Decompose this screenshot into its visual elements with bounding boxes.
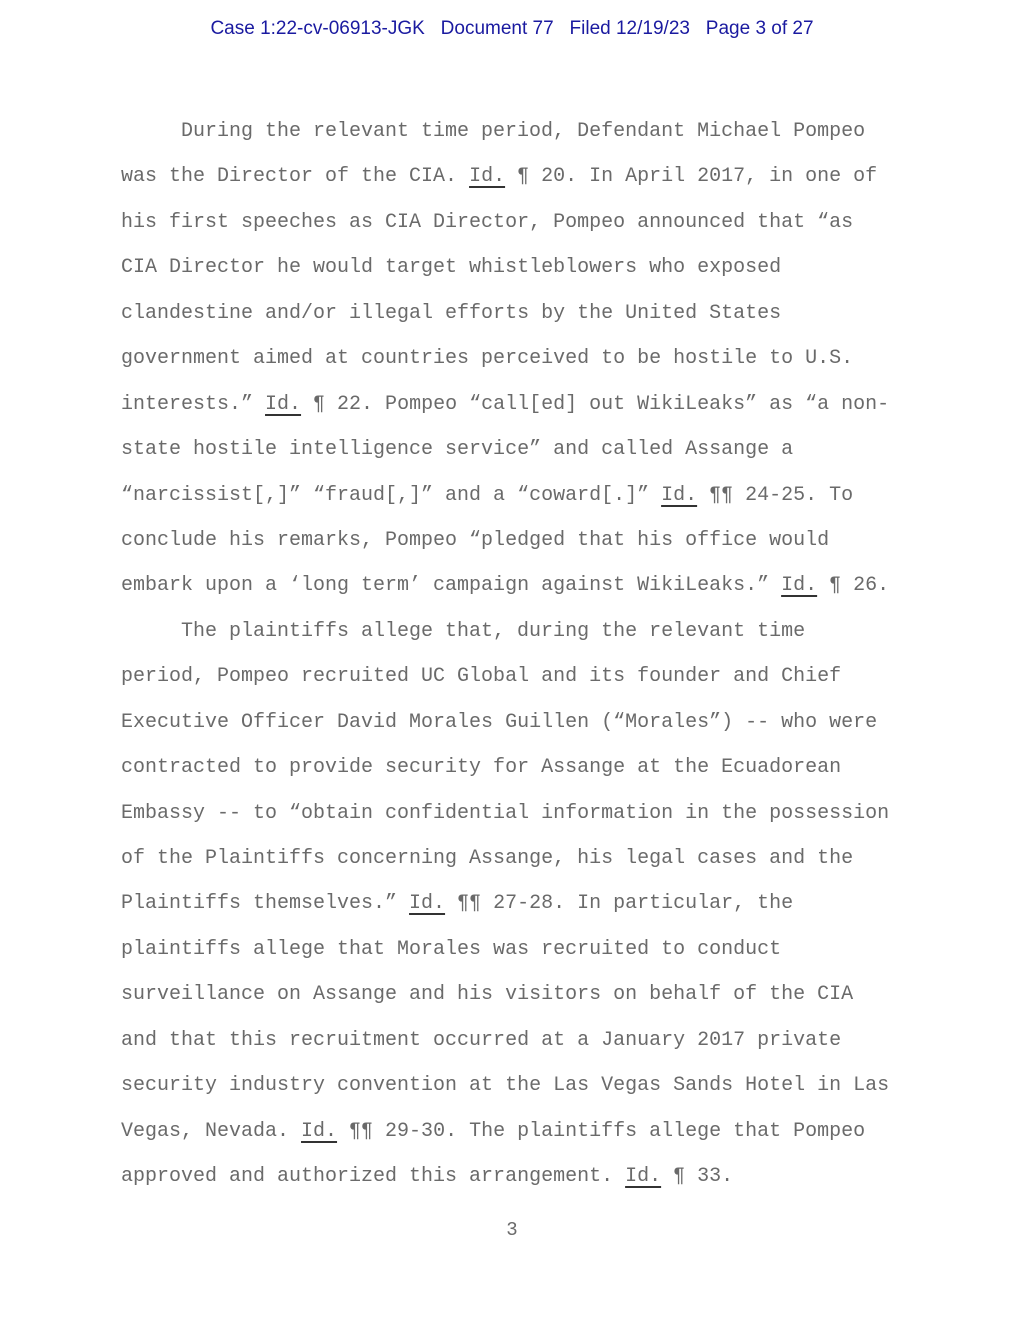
text-segment: plaintiffs allege that Morales was recruited to conduct xyxy=(121,937,782,961)
page-number: 3 xyxy=(506,1219,518,1241)
text-segment: clandestine and/or illegal efforts by the United States xyxy=(121,301,782,325)
text-line xyxy=(121,800,889,845)
text-line xyxy=(121,209,889,254)
text-line xyxy=(121,981,889,1026)
text-segment: ¶ 26. xyxy=(817,574,890,598)
text-segment: and that this recruitment occurred at a January 2017 private xyxy=(121,1028,842,1052)
citation-id: Id. xyxy=(625,1165,662,1189)
document-body xyxy=(121,118,889,1209)
text-segment: CIA Director he would target whistleblowers who exposed xyxy=(121,256,782,280)
text-line xyxy=(121,1027,889,1072)
citation-id: Id. xyxy=(469,165,506,189)
text-line xyxy=(121,890,889,935)
text-line xyxy=(121,163,889,208)
text-line xyxy=(121,663,889,708)
text-segment: period, Pompeo recruited UC Global and its founder and Chief xyxy=(121,665,842,689)
citation-id: Id. xyxy=(781,574,818,598)
text-segment: ¶ 33. xyxy=(661,1165,734,1189)
text-segment: embark upon a ‘long term’ campaign against WikiLeaks.” xyxy=(121,574,782,598)
text-segment: Plaintiffs themselves.” xyxy=(121,892,410,916)
text-line xyxy=(121,1118,889,1163)
text-line xyxy=(121,391,889,436)
citation-id: Id. xyxy=(301,1119,338,1143)
citation-id: Id. xyxy=(409,892,446,916)
text-segment: was the Director of the CIA. xyxy=(121,165,470,189)
paragraph-first-line xyxy=(121,118,889,163)
text-segment: security industry convention at the Las Vegas Sands Hotel in Las xyxy=(121,1074,890,1098)
text-segment: contracted to provide security for Assange at the Ecuadorean xyxy=(121,756,842,780)
citation-id: Id. xyxy=(265,392,302,416)
text-segment: surveillance on Assange and his visitors on behalf of the CIA xyxy=(121,983,854,1007)
text-segment: of the Plaintiffs concerning Assange, his legal cases and the xyxy=(121,847,854,870)
case-number: Case 1:22-cv-06913-JGK xyxy=(210,18,425,39)
document-number: Document 77 xyxy=(440,18,554,39)
text-segment: ¶¶ 27-28. In particular, the xyxy=(445,892,794,916)
text-line xyxy=(121,527,889,572)
text-line xyxy=(121,936,889,981)
text-segment: Embassy -- to “obtain confidential information in the possession xyxy=(121,801,890,825)
text-segment: state hostile intelligence service” and called Assange a xyxy=(121,438,794,462)
text-segment: interests.” xyxy=(121,392,266,416)
text-segment: ¶ 20. In April 2017, in one of xyxy=(505,165,878,189)
text-segment: ¶¶ 29-30. The plaintiffs allege that Pompeo xyxy=(337,1119,866,1143)
text-segment: “narcissist[,]” “fraud[,]” and a “coward[.]” xyxy=(121,483,662,507)
paragraph-first-line xyxy=(121,618,889,663)
text-line xyxy=(121,436,889,481)
text-line xyxy=(121,845,889,890)
text-line xyxy=(121,254,889,299)
filed-date: Filed 12/19/23 xyxy=(569,18,690,39)
citation-id: Id. xyxy=(661,483,698,507)
text-segment: Vegas, Nevada. xyxy=(121,1119,302,1143)
text-segment: approved and authorized this arrangement. xyxy=(121,1165,626,1189)
text-line xyxy=(121,572,889,617)
text-segment: his first speeches as CIA Director, Pompeo announced that “as xyxy=(121,210,854,234)
text-segment: conclude his remarks, Pompeo “pledged that his office would xyxy=(121,528,830,552)
page-indicator: Page 3 of 27 xyxy=(705,18,814,39)
text-line xyxy=(121,1072,889,1117)
text-segment: During the relevant time period, Defendant Michael Pompeo xyxy=(181,120,866,143)
case-header xyxy=(0,18,1024,40)
text-segment: government aimed at countries perceived to be hostile to U.S. xyxy=(121,347,854,371)
text-line xyxy=(121,345,889,390)
text-line xyxy=(121,482,889,527)
text-line xyxy=(121,754,889,799)
text-segment: ¶ 22. Pompeo “call[ed] out WikiLeaks” as “a non- xyxy=(301,392,890,416)
text-segment: ¶¶ 24-25. To xyxy=(697,483,854,507)
text-segment: The plaintiffs allege that, during the relevant time xyxy=(181,619,806,643)
text-segment: Executive Officer David Morales Guillen (“Morales”) -- who were xyxy=(121,710,878,734)
text-line xyxy=(121,1163,889,1208)
text-line xyxy=(121,300,889,345)
text-line xyxy=(121,709,889,754)
